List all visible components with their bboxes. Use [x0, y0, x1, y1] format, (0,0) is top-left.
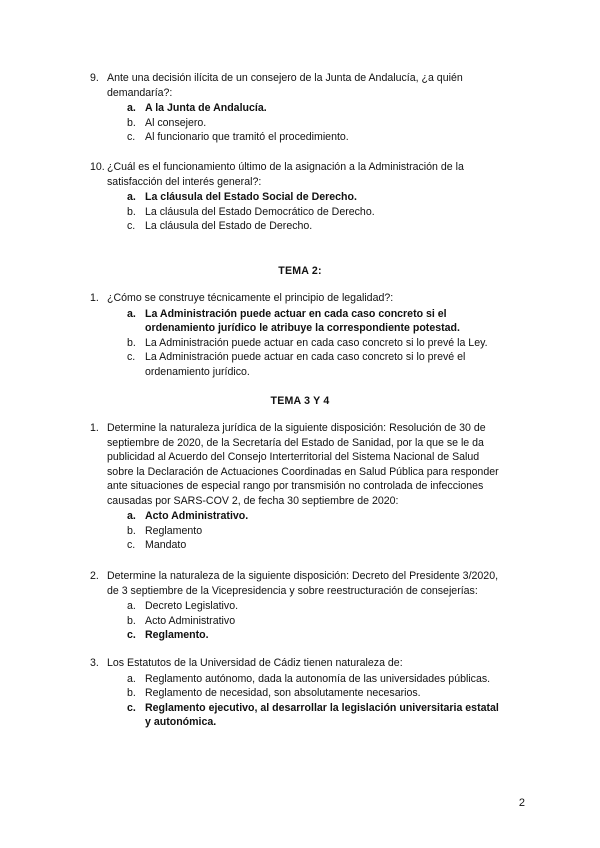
question-9 [90, 71, 500, 145]
options-list [127, 101, 500, 145]
question-text: ¿Cuál es el funcionamiento último de la asignación a la Administración de la satisfacción del interés general?: [107, 161, 464, 188]
question-10 [90, 160, 500, 234]
option-c-correct: c. Reglamento ejecutivo, al desarrollar la legislación universitaria estatal y autonómica. [127, 701, 499, 728]
question-text: Ante una decisión ilícita de un consejero de la Junta de Andalucía, ¿a quién demandaría?: [107, 72, 463, 99]
tema34-question-1 [90, 421, 500, 553]
tema34-question-2 [90, 569, 500, 643]
option-c: c. La Administración puede actuar en cada caso concreto si lo prevé el ordenamiento jurídico. [127, 351, 466, 378]
option-c: c. Mandato [127, 539, 187, 551]
tema34-question-3 [90, 656, 500, 730]
option-c: c. La cláusula del Estado de Derecho. [127, 220, 313, 232]
options-list [127, 599, 500, 643]
question-number: 10. [90, 161, 105, 173]
question-number: 2. [90, 570, 99, 582]
question-text: Los Estatutos de la Universidad de Cádiz tienen naturaleza de: [107, 657, 403, 669]
section-heading-tema-3-y-4: TEMA 3 Y 4 [270, 395, 330, 407]
option-b: b. Al consejero. [127, 116, 207, 129]
question-text: Determine la naturaleza jurídica de la siguiente disposición: Resolución de 30 de septiembre de 2020, de la Secretaría del Estado de Sanidad, por la que se le da publicidad al Acuerdo del Consejo Interterritorial del Sistema Nacional de Salud sobre la Declaración de Actuaciones Coordinadas en Salud Pública para responder ante situaciones de especial rango por transmisión no controlada de infecciones causadas por SARS-COV 2, de fecha 30 septiembre de 2020: [107, 422, 499, 507]
option-a: a. Reglamento autónomo, dada la autonomía de las universidades públicas. [127, 672, 491, 685]
options-list [127, 672, 500, 730]
option-a-correct: a. A la Junta de Andalucía. [127, 102, 267, 114]
option-c-correct: c. Reglamento. [127, 629, 209, 641]
tema2-question-1 [90, 291, 500, 379]
question-number: 1. [90, 292, 99, 304]
option-b: b. Reglamento [127, 524, 203, 537]
options-list [127, 509, 500, 553]
question-number: 9. [90, 72, 99, 84]
option-a: a. Decreto Legislativo. [127, 600, 239, 612]
page-number: 2 [518, 797, 525, 809]
question-number: 1. [90, 422, 99, 434]
option-c: c. Al funcionario que tramitó el procedimiento. [127, 131, 349, 143]
option-a-correct: a. La cláusula del Estado Social de Derecho. [127, 191, 357, 203]
option-b: b. Acto Administrativo [127, 614, 236, 627]
question-text: Determine la naturaleza de la siguiente disposición: Decreto del Presidente 3/2020, de 3 septiembre de la Vicepresidencia y sobre reestructuración de consejerías: [107, 570, 499, 597]
section-heading-tema-2: TEMA 2: [278, 265, 322, 277]
options-list [127, 190, 500, 234]
option-b: b. La cláusula del Estado Democrático de Derecho. [127, 205, 375, 218]
option-b: b. Reglamento de necesidad, son absolutamente necesarios. [127, 687, 421, 699]
option-a-correct: a. Acto Administrativo. [127, 510, 249, 522]
question-text: ¿Cómo se construye técnicamente el principio de legalidad?: [107, 292, 394, 304]
option-a-correct: a. La Administración puede actuar en cada caso concreto si el ordenamiento jurídico le atribuye la correspondiente potestad. [127, 307, 460, 334]
options-list [127, 307, 500, 380]
question-number: 3. [90, 657, 99, 669]
option-b: b. La Administración puede actuar en cada caso concreto si lo prevé la Ley. [127, 336, 488, 349]
